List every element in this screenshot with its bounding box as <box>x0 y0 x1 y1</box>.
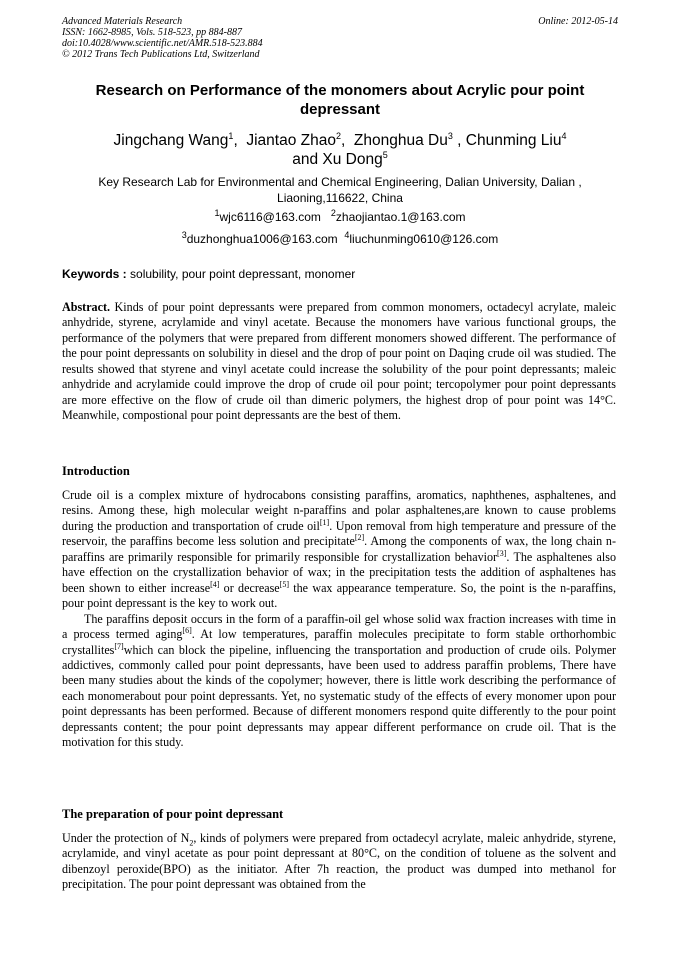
text-run: . Among the components of wax, the long chain n-paraffins are primarily responsible for primarily responsible for crystallization behavior <box>62 534 616 564</box>
author-name: Xu Dong <box>322 151 383 168</box>
text-run: the wax appearance temperature. So, the point is the n-paraffins, pour point depressant is the key to work out. <box>62 580 616 611</box>
author-list: Jingchang Wang$^1$, Jiantao Zhao$^2$, Zhonghua Du$^3$ , Chunming Liu$^4$ and Xu Dong$^5$ <box>113 130 567 168</box>
email-line <box>62 210 618 225</box>
paragraph <box>62 831 616 893</box>
affiliation: Key Research Lab for Environmental and Chemical Engineering, Dalian University, Dalian , Liaoning,116622, China <box>98 175 582 205</box>
abstract-text: Kinds of pour point depressants were prepared from common monomers, octadecyl acrylate, maleic anhydride, styrene, acrylamide and vinyl acetate. Because the monomers have various functional groups, the performance of the polymers that were prepared from different monomers showed different. The performance of the pour point depressants on solubility in diesel and the drop of pour point on Daqing crude oil was studied. The results showed that styrene and vinyl acetate could increase the solubility of the pour point depressants; maleic anhydride and acrylamide could improve the drop of crude oil pour point; tercopolymer pour point depressants are more effective on the flow of crude oil than dimeric polymers, the highest drop of pour point was 14°C. Meanwhile, compostional pour point depressants are the best of them. <box>62 300 616 423</box>
citation[interactable]: [4] <box>210 579 220 589</box>
keywords-text: solubility, pour point depressant, monomer <box>130 267 356 281</box>
keywords-label: Keywords : <box>62 267 127 281</box>
introduction-body <box>62 488 616 751</box>
text-run: . Upon removal from high temperature and pressure of the reservoir, the paraffins become less solution and precipitate <box>62 518 616 549</box>
doi-line: doi:10.4028/www.scientific.net/AMR.518-523.884 <box>62 38 263 49</box>
citation[interactable]: [5] <box>279 579 289 589</box>
citation[interactable]: [3] <box>497 548 507 558</box>
copyright-line: © 2012 Trans Tech Publications Ltd, Switzerland <box>62 49 260 60</box>
citation[interactable]: [2] <box>354 533 365 543</box>
issn-line: ISSN: 1662-8985, Vols. 518-523, pp 884-887 <box>62 27 242 38</box>
author-name: Jiantao Zhao <box>246 132 336 149</box>
paper-title: Research on Performance of the monomers about Acrylic pour point depressant <box>95 82 585 118</box>
author-conjunction: and <box>292 151 319 168</box>
journal-name: Advanced Materials Research <box>62 16 183 27</box>
citation[interactable]: [7] <box>114 641 124 651</box>
email-mark: 3 <box>181 230 187 240</box>
text-run: Crude oil is a complex mixture of hydrocabons consisting paraffins, aromatics, naphthenes, asphaltenes, and resins. Among these, high molecular weight n-paraffins and polar asphaltenes,are known to cause problems during the production and transportation of crude oil <box>62 488 616 533</box>
citation[interactable]: [6] <box>182 626 192 636</box>
email-address[interactable]: wjc6116@163.com <box>219 210 321 224</box>
text-run: , kinds of polymers were prepared from octadecyl acrylate, maleic anhydride, styrene, acrylamide, and vinyl acetate as pour point depressant at 80°C, on the condition of toluene as the solvent and dibenzoyl peroxide(BPO) as the initiator. After 7h reaction, the product was dumped into methanol for precipitation. The pour point depressant was obtained from the <box>62 831 616 892</box>
section-heading-introduction: Introduction <box>62 464 130 478</box>
text-run: . At low temperatures, paraffin molecules precipitate to form stable orthorhombic crystallites <box>62 627 616 657</box>
text-run: Under the protection of N <box>62 831 190 845</box>
subscript: 2 <box>189 838 194 848</box>
text-run: which can block the pipeline, influencing the transportation and production of crude oils. Polymer addictives, commonly called pour point depressants, have been used to address paraffin problems, There have been many studies about the kinds of the copolymer; however, there is little work describing the performance of each monomerabout pour point depressants. Yet, no systematic study of the effects of every monomer upon pour point depressants has been performed. Because of different monomers respond quite differently to the pour point depressants content; the pour point depressants may appear different performance on crude oil. That is the motivation for this study. <box>62 642 616 750</box>
email-address[interactable]: duzhonghua1006@163.com <box>186 232 338 246</box>
online-date: Online: 2012-05-14 <box>538 16 618 27</box>
email-mark: 2 <box>330 208 336 218</box>
author-affiliation-mark: 1 <box>228 130 234 141</box>
abstract <box>62 300 616 424</box>
email-address[interactable]: zhaojiantao.1@163.com <box>335 210 466 224</box>
author-name: Chunming Liu <box>465 132 562 149</box>
preparation-body <box>62 831 616 893</box>
email-address[interactable]: liuchunming0610@126.com <box>349 232 499 246</box>
author-name: Jingchang Wang <box>113 132 229 149</box>
keywords <box>62 267 618 282</box>
journal-header <box>62 16 618 60</box>
paragraph <box>62 488 616 612</box>
email-line <box>62 232 618 247</box>
citation[interactable]: [1] <box>319 517 330 527</box>
text-run: or decrease <box>219 580 280 595</box>
author-affiliation-mark: 2 <box>335 130 341 141</box>
author-name: Zhonghua Du <box>353 132 448 149</box>
email-mark: 4 <box>344 230 350 240</box>
author-affiliation-mark: 4 <box>561 130 567 141</box>
paragraph <box>62 612 616 751</box>
author-affiliation-mark: 3 <box>447 130 453 141</box>
author-affiliation-mark: 5 <box>382 149 388 160</box>
email-mark: 1 <box>214 208 220 218</box>
text-run: The paraffins deposit occurs in the form of a paraffin-oil gel whose solid wax fraction increases with time in a process termed aging <box>62 611 616 642</box>
text-run: . The asphaltenes also have effection on the crystallization behavior of wax; in the precipitation tests the addition of asphaltenes has been shown to either increase <box>62 549 616 595</box>
abstract-label: Abstract. <box>62 300 111 314</box>
section-heading-preparation: The preparation of pour point depressant <box>62 807 284 821</box>
